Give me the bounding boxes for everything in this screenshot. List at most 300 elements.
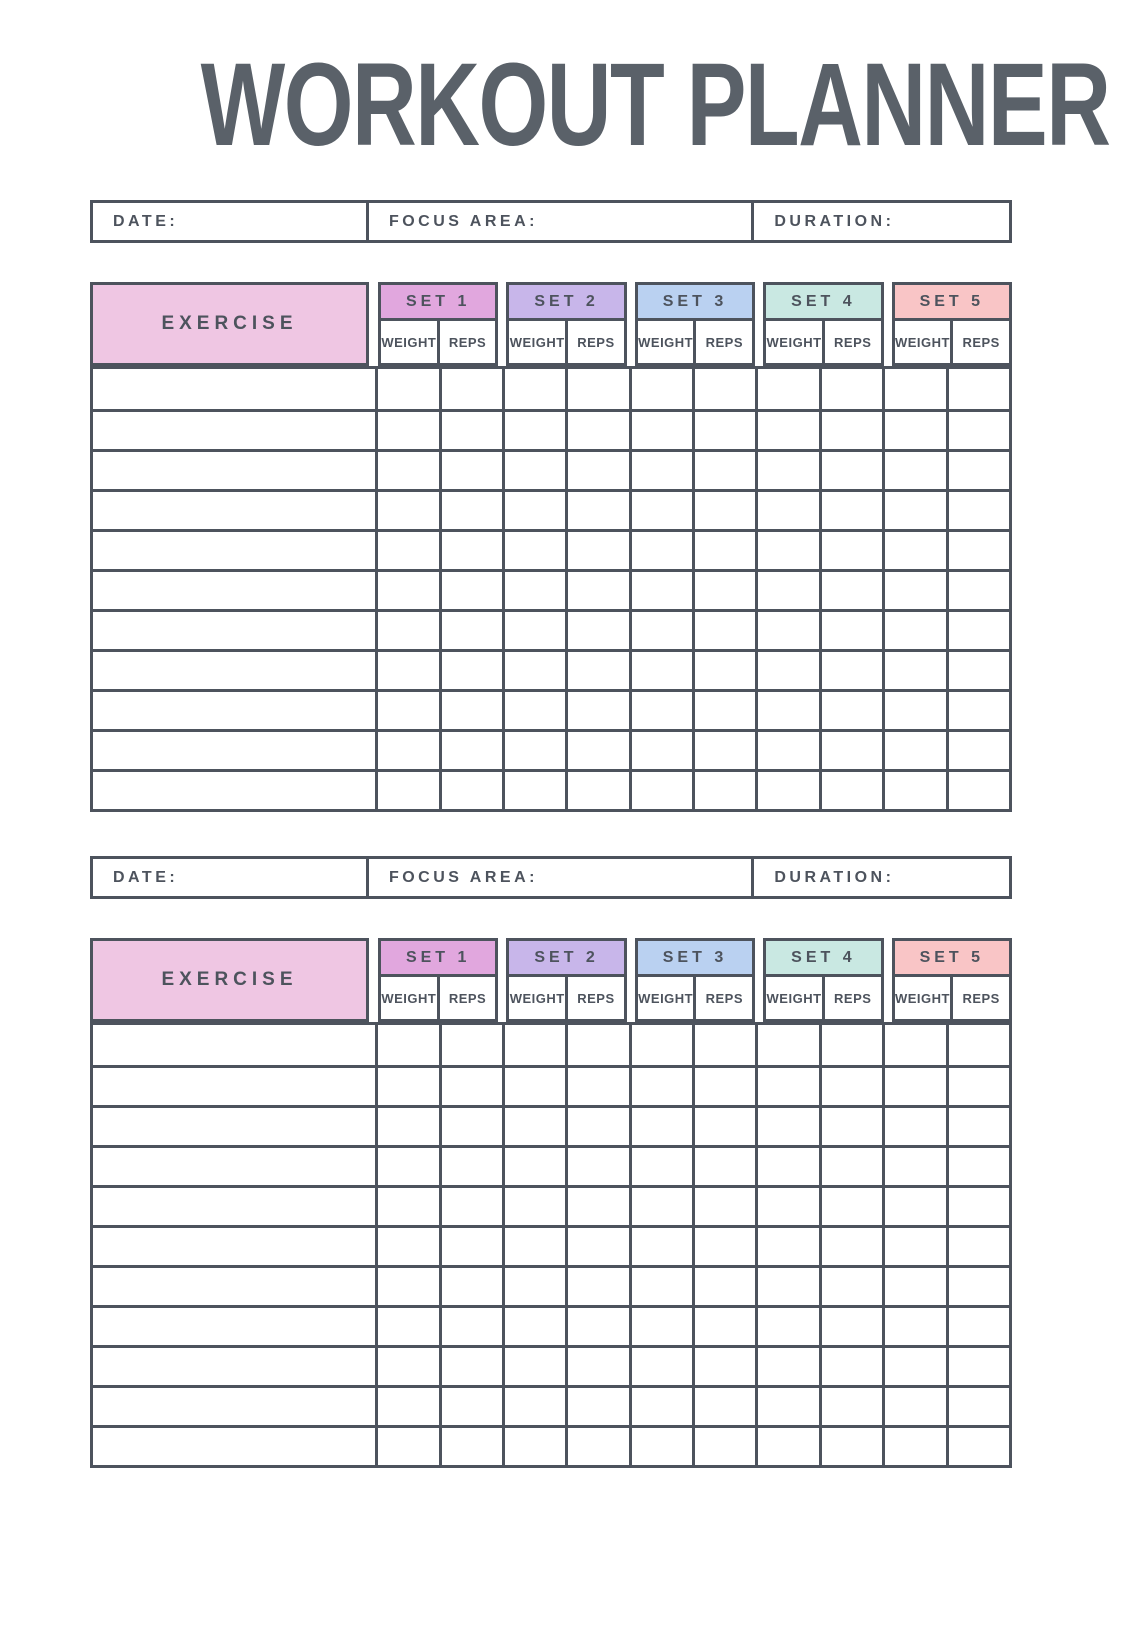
weight-cell[interactable] <box>882 1228 945 1265</box>
exercise-cell[interactable] <box>93 732 375 769</box>
reps-cell[interactable] <box>946 1188 1009 1225</box>
weight-cell[interactable] <box>882 1308 945 1345</box>
weight-cell[interactable] <box>502 1348 565 1385</box>
set-header: SET 4 <box>766 285 880 321</box>
exercise-cell[interactable] <box>93 1188 375 1225</box>
weight-cell[interactable] <box>882 1428 945 1465</box>
weight-cell[interactable] <box>755 732 818 769</box>
reps-cell[interactable] <box>565 1348 628 1385</box>
reps-cell[interactable] <box>692 1348 755 1385</box>
weight-cell[interactable] <box>502 692 565 729</box>
set-group <box>763 282 883 366</box>
reps-cell[interactable] <box>565 732 628 769</box>
weight-cell[interactable] <box>502 1308 565 1345</box>
weight-cell[interactable] <box>882 1108 945 1145</box>
date-field[interactable] <box>93 203 366 240</box>
reps-cell[interactable] <box>439 1228 502 1265</box>
weight-cell[interactable] <box>755 532 818 569</box>
weight-cell[interactable] <box>882 1268 945 1305</box>
focus-area-field[interactable] <box>366 859 754 896</box>
reps-cell[interactable] <box>692 412 755 449</box>
reps-cell[interactable] <box>565 652 628 689</box>
reps-cell[interactable] <box>692 492 755 529</box>
weight-cell[interactable] <box>755 412 818 449</box>
reps-cell[interactable] <box>439 1348 502 1385</box>
weight-cell[interactable] <box>629 1188 692 1225</box>
reps-cell[interactable] <box>565 1308 628 1345</box>
reps-cell[interactable] <box>692 1148 755 1185</box>
reps-cell[interactable] <box>565 1068 628 1105</box>
exercise-cell[interactable] <box>93 1388 375 1425</box>
reps-column-header: REPS <box>693 977 752 1019</box>
reps-cell[interactable] <box>819 1188 882 1225</box>
reps-cell[interactable] <box>946 1148 1009 1185</box>
reps-cell[interactable] <box>439 1025 502 1065</box>
reps-cell[interactable] <box>692 1228 755 1265</box>
weight-cell[interactable] <box>882 412 945 449</box>
weight-cell[interactable] <box>629 1348 692 1385</box>
weight-cell[interactable] <box>755 1388 818 1425</box>
exercise-header-wrap <box>90 282 374 366</box>
set-group <box>763 938 883 1022</box>
reps-cell[interactable] <box>692 1388 755 1425</box>
weight-cell[interactable] <box>882 1348 945 1385</box>
weight-cell[interactable] <box>755 452 818 489</box>
table-row <box>93 1185 1009 1225</box>
weight-cell[interactable] <box>502 1068 565 1105</box>
reps-cell[interactable] <box>565 1428 628 1465</box>
weight-cell[interactable] <box>882 1025 945 1065</box>
sections-container <box>90 200 1012 1468</box>
weight-cell[interactable] <box>629 1268 692 1305</box>
weight-cell[interactable] <box>629 369 692 409</box>
reps-cell[interactable] <box>565 412 628 449</box>
weight-cell[interactable] <box>502 492 565 529</box>
weight-cell[interactable] <box>755 1428 818 1465</box>
weight-cell[interactable] <box>629 692 692 729</box>
reps-cell[interactable] <box>439 692 502 729</box>
weight-cell[interactable] <box>502 612 565 649</box>
weight-cell[interactable] <box>629 1108 692 1145</box>
weight-cell[interactable] <box>755 492 818 529</box>
weight-cell[interactable] <box>375 1348 438 1385</box>
set-group <box>378 282 498 366</box>
date-field[interactable] <box>93 859 366 896</box>
weight-cell[interactable] <box>755 652 818 689</box>
reps-cell[interactable] <box>819 692 882 729</box>
weight-cell[interactable] <box>882 732 945 769</box>
reps-cell[interactable] <box>946 1108 1009 1145</box>
table-row <box>93 1385 1009 1425</box>
weight-cell[interactable] <box>629 1068 692 1105</box>
exercise-cell[interactable] <box>93 772 375 809</box>
weight-cell[interactable] <box>375 369 438 409</box>
exercise-column-header <box>90 938 369 1022</box>
reps-cell[interactable] <box>565 612 628 649</box>
reps-cell[interactable] <box>692 1025 755 1065</box>
reps-cell[interactable] <box>946 1348 1009 1385</box>
weight-cell[interactable] <box>882 572 945 609</box>
reps-cell[interactable] <box>692 1308 755 1345</box>
weight-cell[interactable] <box>755 1188 818 1225</box>
weight-cell[interactable] <box>629 1308 692 1345</box>
weight-cell[interactable] <box>755 572 818 609</box>
weight-cell[interactable] <box>375 772 438 809</box>
reps-cell[interactable] <box>565 532 628 569</box>
weight-cell[interactable] <box>375 732 438 769</box>
weight-cell[interactable] <box>755 1268 818 1305</box>
reps-cell[interactable] <box>565 369 628 409</box>
reps-cell[interactable] <box>819 572 882 609</box>
info-bar <box>90 200 1012 243</box>
reps-cell[interactable] <box>946 652 1009 689</box>
reps-cell[interactable] <box>819 1348 882 1385</box>
exercise-cell[interactable] <box>93 1148 375 1185</box>
weight-cell[interactable] <box>502 412 565 449</box>
weight-cell[interactable] <box>502 1388 565 1425</box>
weight-cell[interactable] <box>375 492 438 529</box>
weight-cell[interactable] <box>375 1025 438 1065</box>
reps-cell[interactable] <box>946 612 1009 649</box>
set-header: SET 5 <box>895 941 1009 977</box>
weight-cell[interactable] <box>375 572 438 609</box>
reps-cell[interactable] <box>692 532 755 569</box>
exercise-cell[interactable] <box>93 492 375 529</box>
reps-cell[interactable] <box>565 492 628 529</box>
reps-cell[interactable] <box>946 1025 1009 1065</box>
reps-cell[interactable] <box>565 1268 628 1305</box>
reps-cell[interactable] <box>819 732 882 769</box>
reps-cell[interactable] <box>692 452 755 489</box>
weight-cell[interactable] <box>502 532 565 569</box>
reps-cell[interactable] <box>439 532 502 569</box>
exercise-cell[interactable] <box>93 572 375 609</box>
weight-cell[interactable] <box>502 1025 565 1065</box>
table-row <box>93 769 1009 809</box>
reps-cell[interactable] <box>819 1108 882 1145</box>
weight-cell[interactable] <box>629 412 692 449</box>
reps-cell[interactable] <box>946 412 1009 449</box>
reps-cell[interactable] <box>819 369 882 409</box>
weight-cell[interactable] <box>375 652 438 689</box>
reps-cell[interactable] <box>439 1428 502 1465</box>
weight-cell[interactable] <box>629 452 692 489</box>
duration-field[interactable] <box>754 203 1009 240</box>
set-header: SET 3 <box>638 941 752 977</box>
reps-cell[interactable] <box>692 572 755 609</box>
weight-cell[interactable] <box>755 1308 818 1345</box>
weight-cell[interactable] <box>502 1148 565 1185</box>
set-subheader-row <box>895 321 1009 363</box>
reps-cell[interactable] <box>565 572 628 609</box>
weight-cell[interactable] <box>502 1108 565 1145</box>
weight-cell[interactable] <box>375 1148 438 1185</box>
reps-cell[interactable] <box>439 369 502 409</box>
reps-cell[interactable] <box>439 652 502 689</box>
reps-cell[interactable] <box>819 772 882 809</box>
set-group <box>892 938 1012 1022</box>
reps-cell[interactable] <box>692 369 755 409</box>
weight-cell[interactable] <box>755 612 818 649</box>
workout-table <box>90 938 1012 1468</box>
weight-cell[interactable] <box>882 532 945 569</box>
reps-cell[interactable] <box>565 1108 628 1145</box>
exercise-cell[interactable] <box>93 412 375 449</box>
weight-cell[interactable] <box>882 369 945 409</box>
reps-cell[interactable] <box>439 452 502 489</box>
set-group-wrap <box>502 282 630 366</box>
reps-cell[interactable] <box>819 532 882 569</box>
reps-cell[interactable] <box>819 1388 882 1425</box>
weight-column-header: WEIGHT <box>381 321 437 363</box>
weight-cell[interactable] <box>502 1228 565 1265</box>
reps-cell[interactable] <box>946 1068 1009 1105</box>
reps-cell[interactable] <box>565 1025 628 1065</box>
focus-area-label: FOCUS AREA: <box>388 868 538 886</box>
reps-cell[interactable] <box>692 652 755 689</box>
reps-cell[interactable] <box>819 1068 882 1105</box>
reps-cell[interactable] <box>692 1268 755 1305</box>
reps-cell[interactable] <box>439 1188 502 1225</box>
reps-cell[interactable] <box>946 532 1009 569</box>
weight-cell[interactable] <box>755 1068 818 1105</box>
weight-cell[interactable] <box>882 492 945 529</box>
exercise-cell[interactable] <box>93 1308 375 1345</box>
set-header: SET 1 <box>381 285 495 321</box>
weight-cell[interactable] <box>375 532 438 569</box>
reps-cell[interactable] <box>692 1428 755 1465</box>
set-group-wrap <box>888 938 1012 1022</box>
set-subheader-row <box>895 977 1009 1019</box>
reps-cell[interactable] <box>819 1268 882 1305</box>
weight-cell[interactable] <box>375 692 438 729</box>
reps-cell[interactable] <box>565 1148 628 1185</box>
weight-cell[interactable] <box>882 692 945 729</box>
weight-cell[interactable] <box>375 452 438 489</box>
weight-cell[interactable] <box>755 1148 818 1185</box>
set-group-wrap <box>759 938 887 1022</box>
reps-cell[interactable] <box>692 772 755 809</box>
table-row <box>93 1305 1009 1345</box>
weight-cell[interactable] <box>629 492 692 529</box>
reps-cell[interactable] <box>819 1428 882 1465</box>
reps-cell[interactable] <box>946 772 1009 809</box>
reps-cell[interactable] <box>565 692 628 729</box>
reps-cell[interactable] <box>819 612 882 649</box>
weight-column-header: WEIGHT <box>895 321 951 363</box>
weight-cell[interactable] <box>375 1108 438 1145</box>
weight-cell[interactable] <box>629 1148 692 1185</box>
weight-cell[interactable] <box>755 1025 818 1065</box>
reps-cell[interactable] <box>946 1428 1009 1465</box>
reps-cell[interactable] <box>946 1308 1009 1345</box>
weight-cell[interactable] <box>629 732 692 769</box>
reps-cell[interactable] <box>946 1388 1009 1425</box>
weight-cell[interactable] <box>629 1025 692 1065</box>
reps-cell[interactable] <box>819 1025 882 1065</box>
reps-cell[interactable] <box>946 492 1009 529</box>
weight-cell[interactable] <box>882 452 945 489</box>
weight-cell[interactable] <box>882 1068 945 1105</box>
reps-cell[interactable] <box>946 572 1009 609</box>
reps-column-header: REPS <box>437 977 496 1019</box>
weight-cell[interactable] <box>375 1228 438 1265</box>
reps-cell[interactable] <box>819 1308 882 1345</box>
reps-cell[interactable] <box>439 1308 502 1345</box>
reps-cell[interactable] <box>439 772 502 809</box>
weight-cell[interactable] <box>882 612 945 649</box>
table-row <box>93 609 1009 649</box>
weight-cell[interactable] <box>375 1428 438 1465</box>
exercise-cell[interactable] <box>93 1228 375 1265</box>
set-group-wrap <box>631 282 759 366</box>
reps-cell[interactable] <box>565 772 628 809</box>
exercise-column-label: EXERCISE <box>161 969 298 990</box>
exercise-cell[interactable] <box>93 692 375 729</box>
set-subheader-row <box>381 977 495 1019</box>
weight-cell[interactable] <box>375 1308 438 1345</box>
duration-field[interactable] <box>754 859 1009 896</box>
reps-cell[interactable] <box>565 452 628 489</box>
weight-cell[interactable] <box>629 532 692 569</box>
exercise-cell[interactable] <box>93 612 375 649</box>
weight-cell[interactable] <box>502 1188 565 1225</box>
set-header: SET 5 <box>895 285 1009 321</box>
exercise-column-header <box>90 282 369 366</box>
reps-cell[interactable] <box>692 1108 755 1145</box>
weight-cell[interactable] <box>502 369 565 409</box>
reps-cell[interactable] <box>692 1188 755 1225</box>
weight-cell[interactable] <box>629 612 692 649</box>
reps-cell[interactable] <box>819 1228 882 1265</box>
reps-column-header: REPS <box>565 977 624 1019</box>
weight-cell[interactable] <box>755 369 818 409</box>
weight-cell[interactable] <box>502 1428 565 1465</box>
weight-cell[interactable] <box>375 1268 438 1305</box>
weight-cell[interactable] <box>375 1068 438 1105</box>
set-group <box>506 282 626 366</box>
reps-cell[interactable] <box>439 612 502 649</box>
reps-cell[interactable] <box>439 412 502 449</box>
weight-cell[interactable] <box>882 652 945 689</box>
weight-cell[interactable] <box>755 1228 818 1265</box>
weight-cell[interactable] <box>755 1348 818 1385</box>
reps-cell[interactable] <box>439 1388 502 1425</box>
weight-cell[interactable] <box>755 1108 818 1145</box>
reps-cell[interactable] <box>439 572 502 609</box>
exercise-cell[interactable] <box>93 369 375 409</box>
reps-cell[interactable] <box>565 1228 628 1265</box>
exercise-cell[interactable] <box>93 1268 375 1305</box>
reps-cell[interactable] <box>439 1148 502 1185</box>
weight-cell[interactable] <box>882 1388 945 1425</box>
weight-cell[interactable] <box>375 1188 438 1225</box>
weight-cell[interactable] <box>629 572 692 609</box>
set-header: SET 2 <box>509 941 623 977</box>
reps-cell[interactable] <box>819 652 882 689</box>
set-subheader-row <box>766 321 880 363</box>
reps-cell[interactable] <box>819 1148 882 1185</box>
exercise-cell[interactable] <box>93 532 375 569</box>
reps-cell[interactable] <box>946 369 1009 409</box>
reps-cell[interactable] <box>439 1068 502 1105</box>
reps-column-header: REPS <box>437 321 496 363</box>
reps-cell[interactable] <box>565 1388 628 1425</box>
reps-cell[interactable] <box>946 452 1009 489</box>
weight-cell[interactable] <box>755 692 818 729</box>
weight-cell[interactable] <box>375 612 438 649</box>
set-group-wrap <box>888 282 1012 366</box>
table-row <box>93 689 1009 729</box>
weight-cell[interactable] <box>502 452 565 489</box>
exercise-cell[interactable] <box>93 1348 375 1385</box>
exercise-cell[interactable] <box>93 652 375 689</box>
reps-cell[interactable] <box>692 732 755 769</box>
reps-cell[interactable] <box>692 692 755 729</box>
weight-cell[interactable] <box>629 772 692 809</box>
weight-cell[interactable] <box>755 772 818 809</box>
reps-cell[interactable] <box>946 692 1009 729</box>
weight-column-header: WEIGHT <box>895 977 951 1019</box>
weight-cell[interactable] <box>375 1388 438 1425</box>
table-row <box>93 569 1009 609</box>
reps-cell[interactable] <box>692 1068 755 1105</box>
weight-cell[interactable] <box>882 1148 945 1185</box>
set-subheader-row <box>638 977 752 1019</box>
exercise-cell[interactable] <box>93 1428 375 1465</box>
weight-cell[interactable] <box>502 1268 565 1305</box>
weight-cell[interactable] <box>882 1188 945 1225</box>
set-subheader-row <box>381 321 495 363</box>
weight-cell[interactable] <box>502 652 565 689</box>
reps-cell[interactable] <box>946 1268 1009 1305</box>
reps-column-header: REPS <box>822 321 881 363</box>
reps-cell[interactable] <box>439 732 502 769</box>
exercise-cell[interactable] <box>93 1108 375 1145</box>
focus-area-field[interactable] <box>366 203 754 240</box>
workout-table <box>90 282 1012 812</box>
reps-cell[interactable] <box>819 492 882 529</box>
weight-cell[interactable] <box>502 772 565 809</box>
weight-cell[interactable] <box>502 572 565 609</box>
reps-cell[interactable] <box>692 612 755 649</box>
weight-cell[interactable] <box>629 1428 692 1465</box>
duration-label: DURATION: <box>774 868 895 886</box>
weight-column-header: WEIGHT <box>638 977 694 1019</box>
weight-cell[interactable] <box>629 1228 692 1265</box>
weight-cell[interactable] <box>375 412 438 449</box>
weight-cell[interactable] <box>629 1388 692 1425</box>
set-header: SET 2 <box>509 285 623 321</box>
weight-cell[interactable] <box>502 732 565 769</box>
exercise-cell[interactable] <box>93 1068 375 1105</box>
reps-cell[interactable] <box>439 492 502 529</box>
reps-cell[interactable] <box>439 1108 502 1145</box>
reps-cell[interactable] <box>946 1228 1009 1265</box>
reps-cell[interactable] <box>565 1188 628 1225</box>
set-group-wrap <box>374 938 502 1022</box>
exercise-cell[interactable] <box>93 452 375 489</box>
reps-cell[interactable] <box>946 732 1009 769</box>
reps-cell[interactable] <box>819 452 882 489</box>
reps-cell[interactable] <box>439 1268 502 1305</box>
exercise-cell[interactable] <box>93 1025 375 1065</box>
weight-cell[interactable] <box>629 652 692 689</box>
workout-section <box>90 856 1012 1468</box>
weight-cell[interactable] <box>882 772 945 809</box>
reps-cell[interactable] <box>819 412 882 449</box>
table-row <box>93 1345 1009 1385</box>
